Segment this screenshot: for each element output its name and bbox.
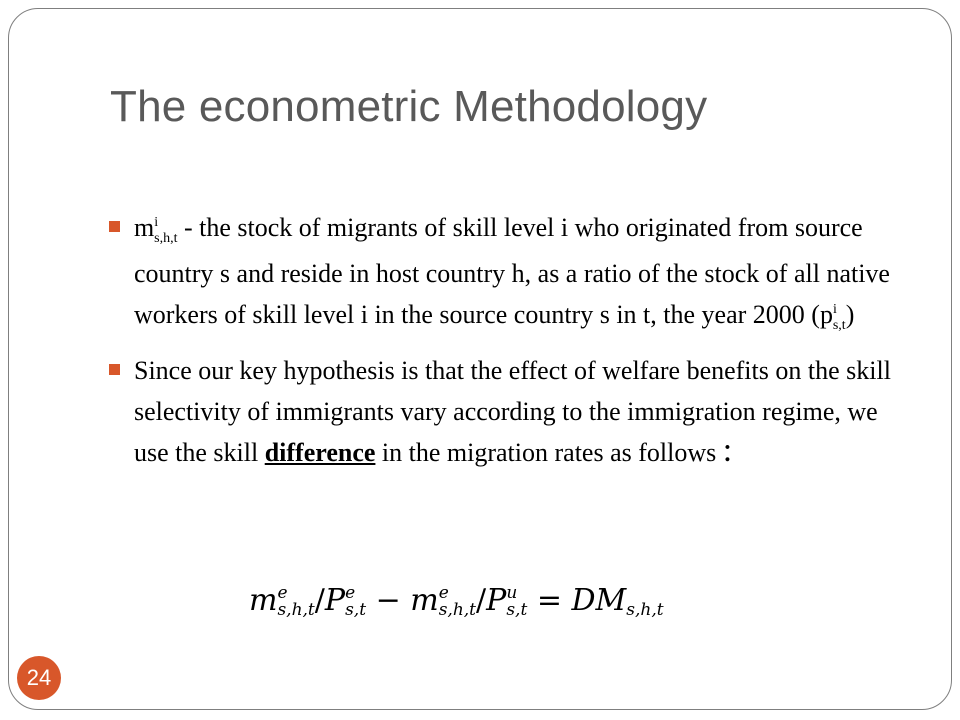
closing-paren: ) — [845, 300, 855, 329]
eq-dm-scripts: s,h,t — [626, 600, 664, 620]
square-bullet-icon — [109, 221, 120, 232]
variable-m: m — [134, 213, 155, 242]
emphasis-difference: difference — [264, 438, 376, 467]
bullet-text — [134, 207, 897, 340]
page-number-badge: 24 — [17, 656, 61, 700]
eq-slash: / — [314, 583, 325, 618]
bullet-item-hypothesis — [107, 350, 897, 473]
eq-equals: = — [527, 583, 572, 618]
bullet-list — [107, 207, 897, 483]
eq-dm: DM — [571, 583, 627, 618]
hypothesis-text-end: in the migration rates as follows — [375, 438, 723, 467]
eq-m1: m — [249, 583, 278, 618]
slide-title: The econometric Methodology — [110, 82, 708, 131]
eq-p1-scripts: e s,t — [345, 583, 367, 620]
eq-m1-scripts: e s,h,t — [277, 583, 315, 620]
eq-m2-scripts: e s,h,t — [438, 583, 477, 620]
definition-text: - the stock of migrants of skill level i who originated from source country s and reside in host country h, as a ratio of the stock of all native workers of skill level i in the source country s in t, the year 2000 (p — [134, 213, 890, 329]
bullet-text — [134, 350, 897, 473]
colon: : — [722, 432, 733, 469]
eq-p2-scripts: u s,t — [506, 583, 528, 620]
eq-p1: P — [324, 583, 346, 618]
eq-slash: / — [476, 583, 487, 618]
hypothesis-text: Since our key hypothesis is that the effect of welfare benefits on the skill selectivity of immigrants vary according to the immigration regime, we use the skill — [134, 356, 891, 467]
eq-m2: m — [410, 583, 439, 618]
eq-p2: P — [486, 583, 507, 618]
square-bullet-icon — [109, 364, 120, 375]
subscript-shat: s,h,t — [154, 231, 178, 246]
p-subscript: s,t — [832, 318, 846, 333]
bullet-item-migrant-stock — [107, 207, 897, 340]
eq-minus: − — [366, 583, 411, 618]
equation-dm — [249, 583, 664, 619]
superscript-i: i — [154, 215, 159, 230]
p-superscript: i — [832, 302, 837, 317]
